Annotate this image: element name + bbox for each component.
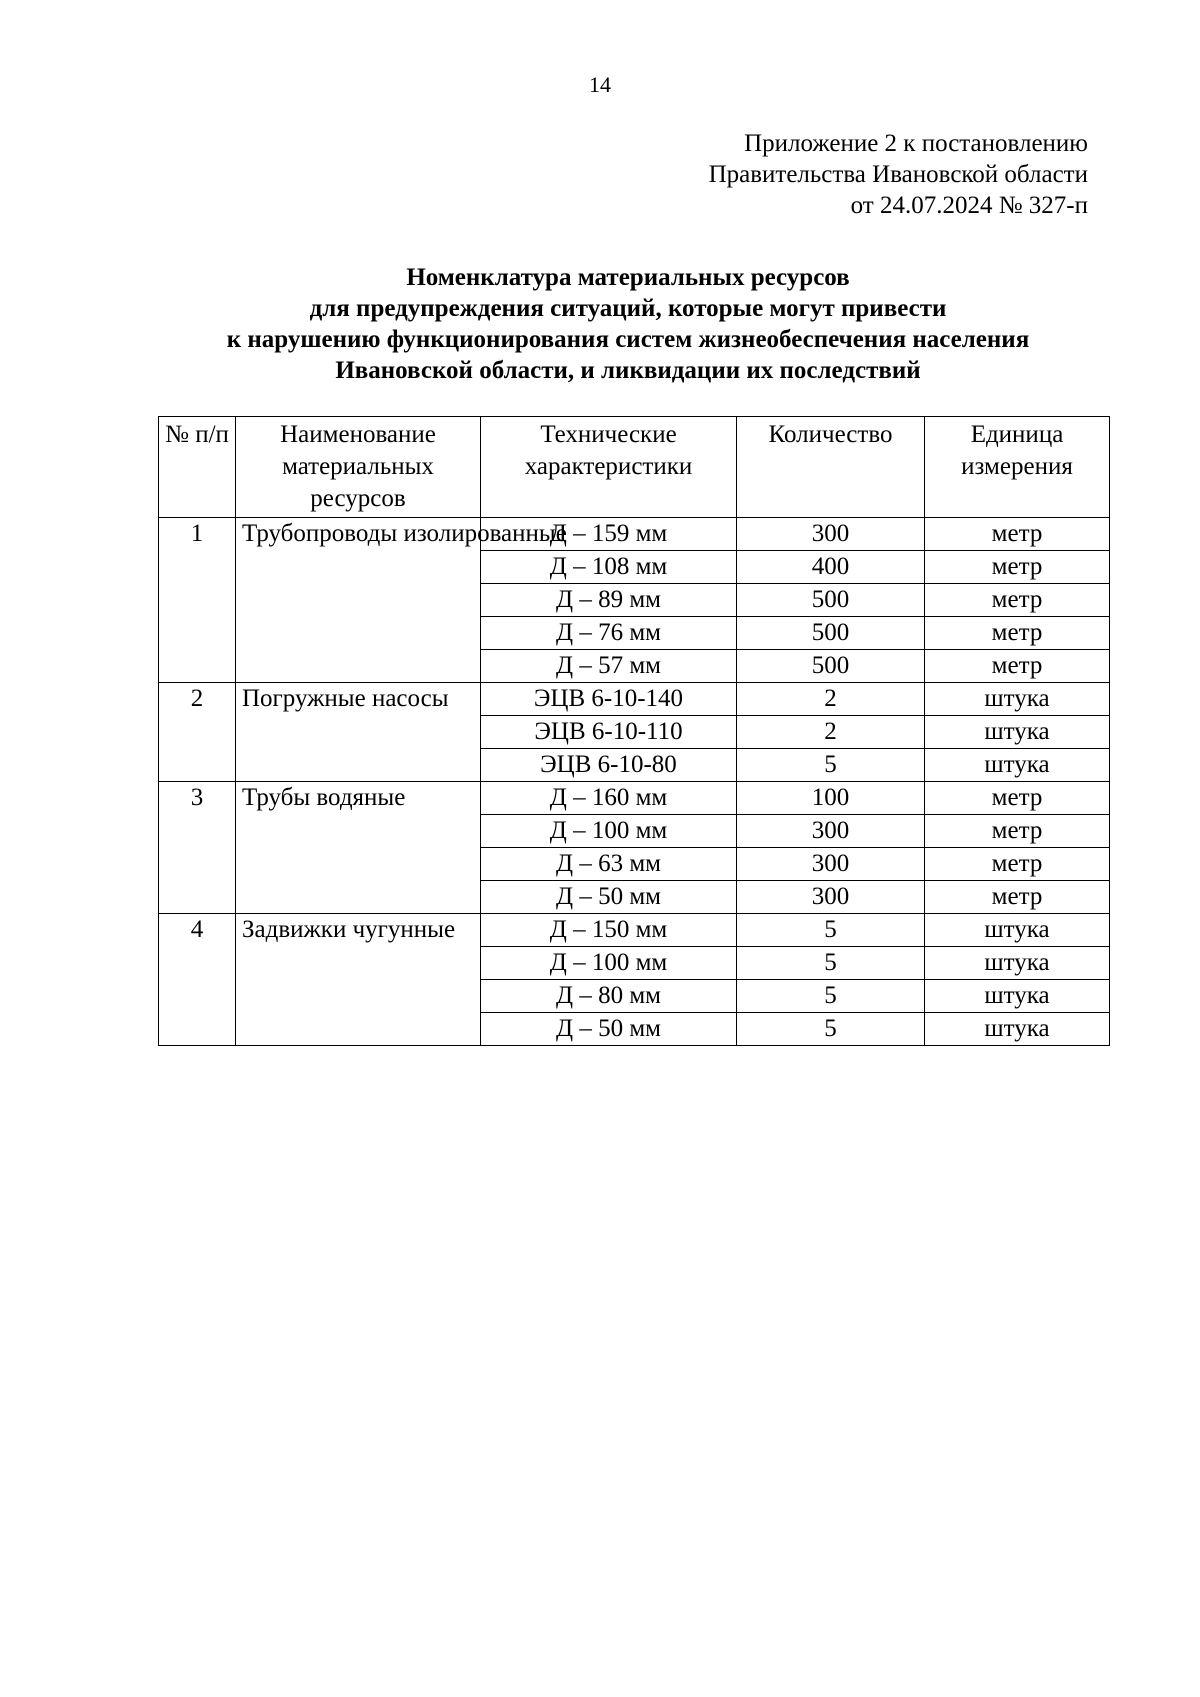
appendix-line: Приложение 2 к постановлению	[744, 130, 1088, 157]
table-row	[159, 518, 1110, 551]
table-header-row	[159, 417, 1110, 518]
cell-qty: 500	[737, 617, 925, 650]
cell-qty: 400	[737, 551, 925, 584]
cell-qty: 5	[737, 947, 925, 980]
cell-spec: Д – 89 мм	[481, 584, 737, 617]
table-row	[159, 914, 1110, 947]
cell-qty: 300	[737, 881, 925, 914]
cell-unit: штука	[925, 683, 1110, 716]
cell-spec: Д – 100 мм	[481, 947, 737, 980]
cell-qty: 300	[737, 815, 925, 848]
cell-num: 2	[159, 683, 236, 782]
title-line: для предупреждения ситуаций, которые могут привести	[309, 295, 947, 322]
header-num: № п/п	[159, 417, 236, 518]
cell-num: 4	[159, 914, 236, 1046]
cell-unit: штука	[925, 716, 1110, 749]
cell-qty: 100	[737, 782, 925, 815]
cell-qty: 5	[737, 749, 925, 782]
cell-spec: ЭЦВ 6-10-110	[481, 716, 737, 749]
cell-num: 1	[159, 518, 236, 683]
cell-spec: Д – 150 мм	[481, 914, 737, 947]
table-row	[159, 683, 1110, 716]
header-qty: Количество	[737, 417, 925, 518]
cell-qty: 2	[737, 683, 925, 716]
cell-spec: Д – 63 мм	[481, 848, 737, 881]
cell-qty: 300	[737, 518, 925, 551]
cell-resource-name: Трубопроводы изолированные	[236, 518, 481, 683]
nomenclature-table	[158, 416, 1110, 1046]
cell-qty: 2	[737, 716, 925, 749]
cell-unit: метр	[925, 551, 1110, 584]
appendix-line: от 24.07.2024 № 327-п	[850, 192, 1088, 219]
table-row	[159, 782, 1110, 815]
cell-spec: Д – 100 мм	[481, 815, 737, 848]
cell-unit: метр	[925, 518, 1110, 551]
title-line: Номенклатура материальных ресурсов	[406, 264, 850, 291]
header-name: Наименование материальных ресурсов	[236, 417, 481, 518]
cell-resource-name: Погружные насосы	[236, 683, 481, 782]
cell-spec: Д – 159 мм	[481, 518, 737, 551]
cell-unit: штука	[925, 914, 1110, 947]
cell-spec: Д – 160 мм	[481, 782, 737, 815]
appendix-line: Правительства Ивановской области	[708, 161, 1088, 188]
title-line: Ивановской области, и ликвидации их последствий	[335, 357, 921, 384]
cell-spec: Д – 50 мм	[481, 881, 737, 914]
cell-unit: метр	[925, 815, 1110, 848]
cell-spec: Д – 80 мм	[481, 980, 737, 1013]
page-number: 14	[589, 72, 611, 97]
cell-qty: 500	[737, 584, 925, 617]
cell-qty: 300	[737, 848, 925, 881]
cell-unit: метр	[925, 617, 1110, 650]
cell-unit: штука	[925, 1013, 1110, 1046]
cell-num: 3	[159, 782, 236, 914]
cell-unit: метр	[925, 584, 1110, 617]
cell-resource-name: Трубы водяные	[236, 782, 481, 914]
cell-spec: ЭЦВ 6-10-80	[481, 749, 737, 782]
cell-unit: штука	[925, 947, 1110, 980]
cell-unit: метр	[925, 782, 1110, 815]
cell-unit: метр	[925, 650, 1110, 683]
cell-qty: 5	[737, 1013, 925, 1046]
header-spec: Технические характеристики	[481, 417, 737, 518]
title-line: к нарушению функционирования систем жизнеобеспечения населения	[226, 326, 1030, 353]
cell-unit: метр	[925, 881, 1110, 914]
appendix-reference	[709, 128, 1088, 221]
header-unit: Единица измерения	[925, 417, 1110, 518]
table-body	[159, 518, 1110, 1046]
cell-qty: 5	[737, 914, 925, 947]
cell-qty: 500	[737, 650, 925, 683]
cell-spec: Д – 76 мм	[481, 617, 737, 650]
cell-unit: штука	[925, 980, 1110, 1013]
cell-spec: Д – 57 мм	[481, 650, 737, 683]
document-title	[158, 262, 1098, 386]
cell-resource-name: Задвижки чугунные	[236, 914, 481, 1046]
cell-unit: метр	[925, 848, 1110, 881]
cell-spec: Д – 50 мм	[481, 1013, 737, 1046]
cell-spec: ЭЦВ 6-10-140	[481, 683, 737, 716]
cell-qty: 5	[737, 980, 925, 1013]
cell-unit: штука	[925, 749, 1110, 782]
cell-spec: Д – 108 мм	[481, 551, 737, 584]
